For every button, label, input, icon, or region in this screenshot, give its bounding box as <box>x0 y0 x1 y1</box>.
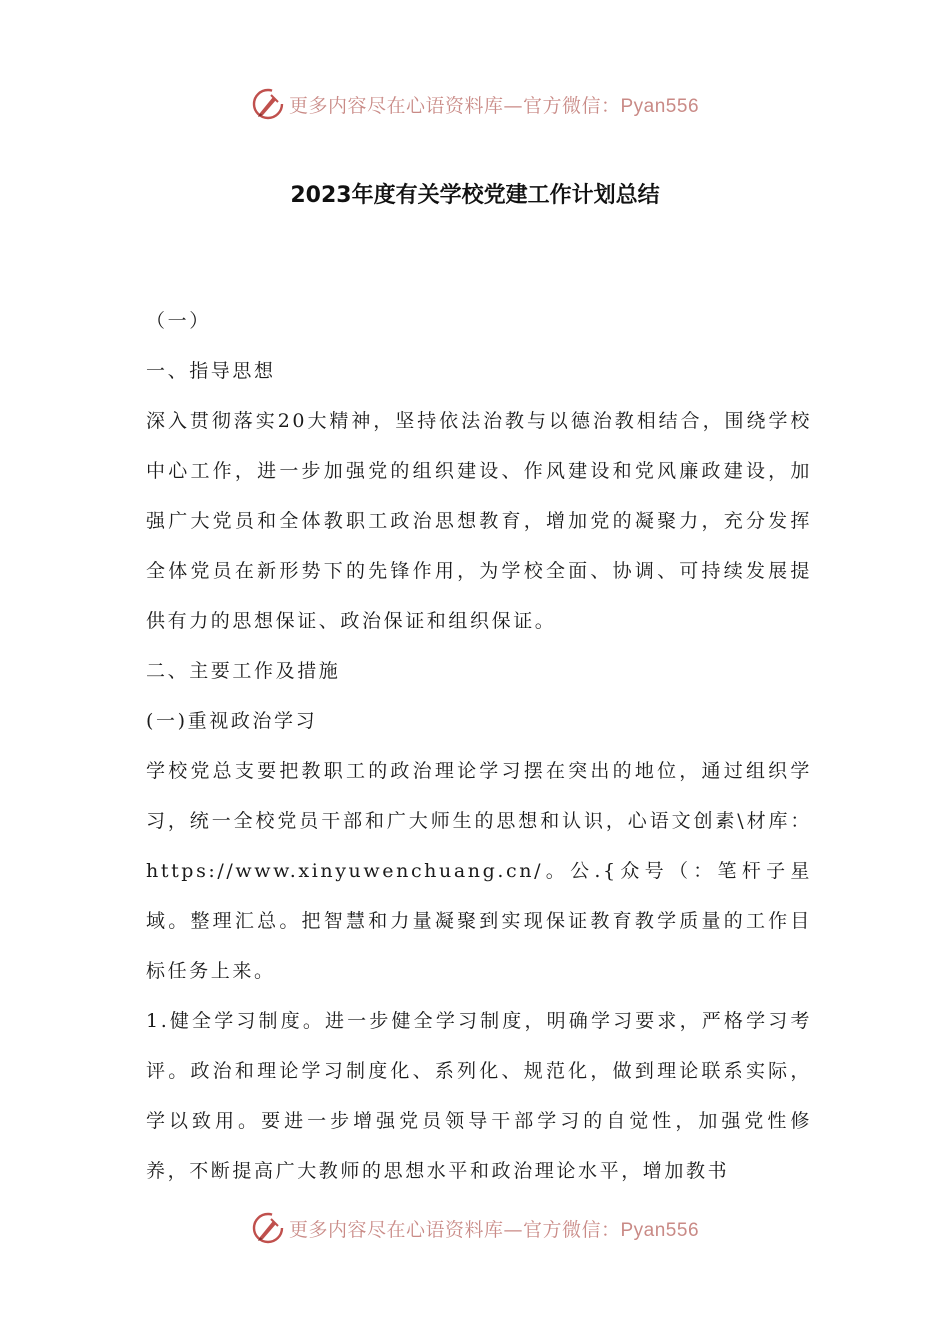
paragraph: 二、主要工作及措施 <box>146 660 341 682</box>
paragraph: （一） <box>146 310 211 332</box>
wechat-id: Pyan556 <box>620 1219 700 1241</box>
paragraph: 学校党总支要把教职工的政治理论学习摆在突出的地位，通过组织学习，统一全校党员干部和广大师生的思想和认识，心语文创素\材库：https://www.xinyuwenchuang.cn/。公.{众号（：笔杆子星域。整理汇总。把智慧和力量凝聚到实现保证教育教学质量的工作目标任务上来。 <box>146 760 812 982</box>
pen-logo-icon <box>251 1211 285 1245</box>
paragraph: 1.健全学习制度。进一步健全学习制度，明确学习要求，严格学习考评。政治和理论学习制度化、系列化、规范化，做到理论联系实际，学以致用。要进一步增强党员领导干部学习的自觉性，加强党性修养，不断提高广大教师的思想水平和政治理论水平，增加教书 <box>146 1010 812 1182</box>
pen-logo-icon <box>251 87 285 121</box>
banner-text: 更多内容尽在心语资料库—官方微信：Pyan556 <box>288 1218 700 1241</box>
banner-text: 更多内容尽在心语资料库—官方微信：Pyan556 <box>288 94 700 117</box>
paragraph: (一)重视政治学习 <box>146 710 318 732</box>
footer-banner <box>0 1208 950 1248</box>
wechat-id: Pyan556 <box>620 95 700 117</box>
paragraph: 深入贯彻落实20大精神，坚持依法治教与以德治教相结合，围绕学校中心工作，进一步加强党的组织建设、作风建设和党风廉政建设，加强广大党员和全体教职工政治思想教育，增加党的凝聚力，充分发挥全体党员在新形势下的先锋作用，为学校全面、协调、可持续发展提供有力的思想保证、政治保证和组织保证。 <box>146 410 812 632</box>
header-banner <box>0 84 950 124</box>
paragraph: 一、指导思想 <box>146 360 276 382</box>
document-title: 2023年度有关学校党建工作计划总结 <box>290 183 660 208</box>
document-body <box>146 296 812 1196</box>
